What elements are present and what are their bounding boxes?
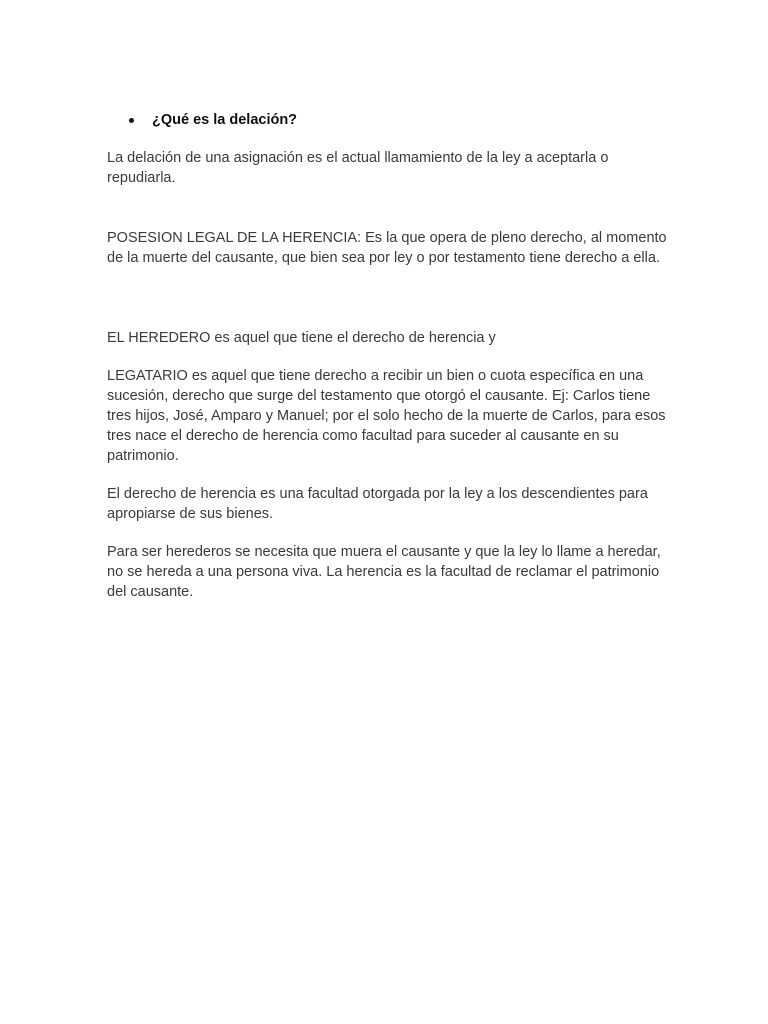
bullet-heading: ¿Qué es la delación? — [152, 112, 298, 128]
paragraph-ser-herederos: Para ser herederos se necesita que muera el causante y que la ley lo llame a heredar, no se hereda a una persona viva. La herencia es la facultad de reclamar el patrimonio del causante. — [107, 544, 661, 600]
paragraph-posesion-legal: POSESION LEGAL DE LA HERENCIA: Es la que opera de pleno derecho, al momento de la muerte del causante, que bien sea por ley o por testamento tiene derecho a ella. — [107, 230, 667, 266]
paragraph-delacion: La delación de una asignación es el actual llamamiento de la ley a aceptarla o repudiarla. — [107, 150, 609, 186]
bullet-icon — [129, 118, 134, 123]
bullet-item — [129, 110, 667, 130]
paragraph-derecho-herencia: El derecho de herencia es una facultad otorgada por la ley a los descendientes para apropiarse de sus bienes. — [107, 486, 648, 522]
document-body — [107, 110, 667, 602]
paragraph-legatario: LEGATARIO es aquel que tiene derecho a recibir un bien o cuota específica en una sucesión, derecho que surge del testamento que otorgó el causante. Ej: Carlos tiene tres hijos, José, Amparo y Manuel; por el solo hecho de la muerte de Carlos, para esos tres nace el derecho de herencia como facultad para suceder al causante en su patrimonio. — [107, 368, 666, 464]
paragraph-heredero: EL HEREDERO es aquel que tiene el derecho de herencia y — [107, 330, 496, 346]
